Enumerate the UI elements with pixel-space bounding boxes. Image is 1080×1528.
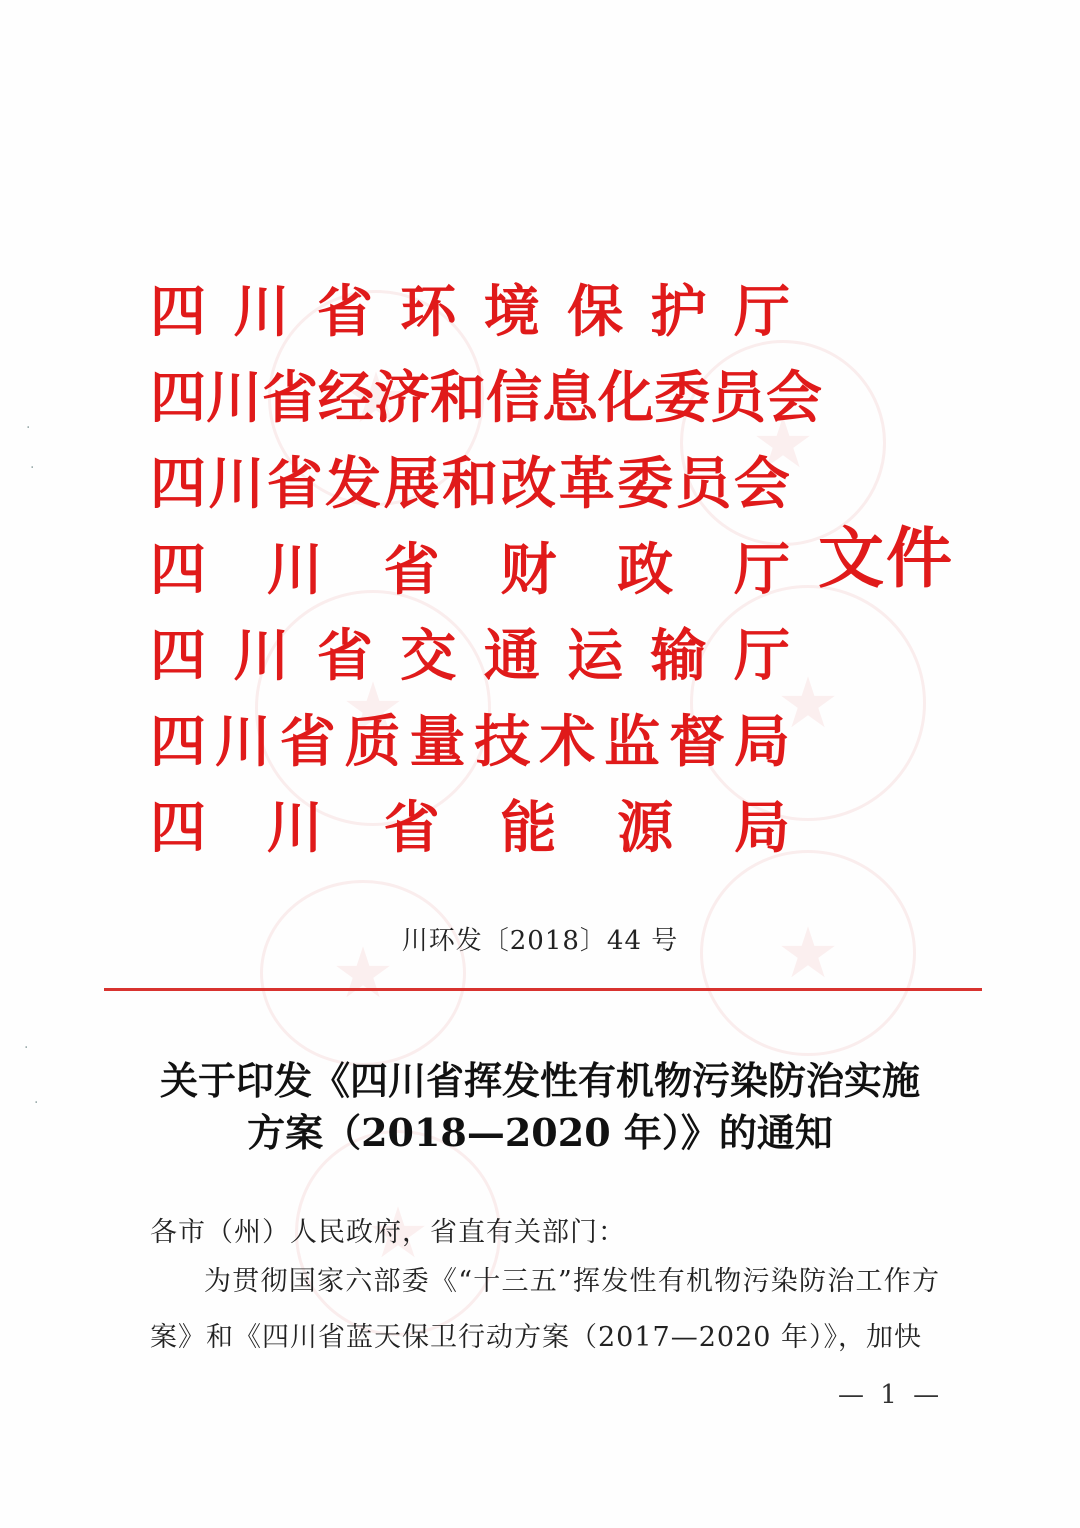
agency-char: 能 [500,796,557,861]
agency-char: 济 [374,366,430,431]
agency-char: 财 [500,538,557,603]
agency-char: 保 [567,280,624,345]
page-number: — 1 — [838,1380,944,1410]
agency-char: 信 [486,366,542,431]
salutation: 各市（州）人民政府，省直有关部门： [150,1217,626,1248]
agency-char: 和 [441,452,498,517]
agency-char: 量 [409,710,466,775]
agency-char: 护 [650,280,707,345]
agency-char: 四 [150,452,206,517]
official-seal [260,880,466,1066]
agency-char: 四 [150,796,206,861]
agency-char: 省 [383,538,440,603]
title-line: 关于印发《四川省挥发性有机物污染防治实施 [159,1058,920,1103]
document-label: 文件 [818,520,954,597]
agency-char: 会 [733,452,790,517]
agency-char: 改 [500,452,557,517]
agency-char: 四 [150,366,206,431]
agency-char: 技 [474,710,531,775]
agency-char: 川 [208,452,265,517]
agency-char: 川 [206,366,262,431]
scan-speck: · [30,460,35,476]
red-divider [104,988,982,991]
agency-char: 输 [650,624,707,689]
agency-char: 四 [150,538,206,603]
agency-char: 四 [150,624,206,689]
agency-char: 省 [279,710,336,775]
agency-char: 源 [617,796,674,861]
agency-char: 省 [383,796,440,861]
agency-char: 局 [733,796,790,861]
agency-char: 督 [669,710,725,775]
agency-char: 运 [567,624,624,689]
agency-char: 省 [316,624,373,689]
agency-char: 川 [214,710,271,775]
issuing-agencies [150,270,822,872]
agency-char: 省 [262,366,318,431]
agency-char: 厅 [733,538,790,603]
scan-speck: · [26,420,31,436]
agency-name [150,528,790,614]
agency-char: 化 [598,366,654,431]
scan-speck: · [24,1040,29,1056]
scan-speck: · [34,1095,39,1111]
agency-char: 展 [383,452,440,517]
agency-name [150,614,790,700]
agency-char: 境 [483,280,540,345]
agency-char: 川 [233,624,290,689]
agency-char: 厅 [733,624,790,689]
agency-char: 川 [266,538,323,603]
agency-char: 局 [733,710,790,775]
agency-char: 术 [539,710,596,775]
document-number: 川环发〔2018〕44 号 [401,926,679,956]
agency-char: 监 [604,710,661,775]
title-line: 方案（2018—2020 年）》的通知 [247,1110,833,1155]
agency-char: 省 [316,280,373,345]
agency-char: 质 [344,710,401,775]
agency-char: 川 [266,796,323,861]
agency-char: 会 [766,366,822,431]
agency-char: 厅 [733,280,790,345]
agency-char: 和 [430,366,486,431]
agency-char: 通 [483,624,540,689]
agency-name [150,356,822,442]
agency-char: 四 [150,280,206,345]
document-title [120,1055,960,1159]
agency-char: 省 [266,452,323,517]
agency-char: 经 [318,366,374,431]
agency-name [150,270,790,356]
agency-char: 四 [150,710,206,775]
agency-name [150,700,790,786]
agency-name [150,442,790,528]
agency-name [150,786,790,872]
body-paragraph: 为贯彻国家六部委《“十三五”挥发性有机物污染防治工作方案》和《四川省蓝天保卫行动方案（2017—2020 年）》，加快 [150,1266,940,1353]
agency-char: 委 [654,366,710,431]
agency-char: 革 [558,452,615,517]
agency-char: 交 [400,624,457,689]
agency-char: 川 [233,280,290,345]
agency-char: 员 [675,452,732,517]
agency-char: 委 [617,452,674,517]
agency-char: 员 [710,366,766,431]
agency-char: 息 [542,366,598,431]
agency-char: 发 [325,452,382,517]
agency-char: 政 [617,538,674,603]
agency-char: 环 [400,280,457,345]
